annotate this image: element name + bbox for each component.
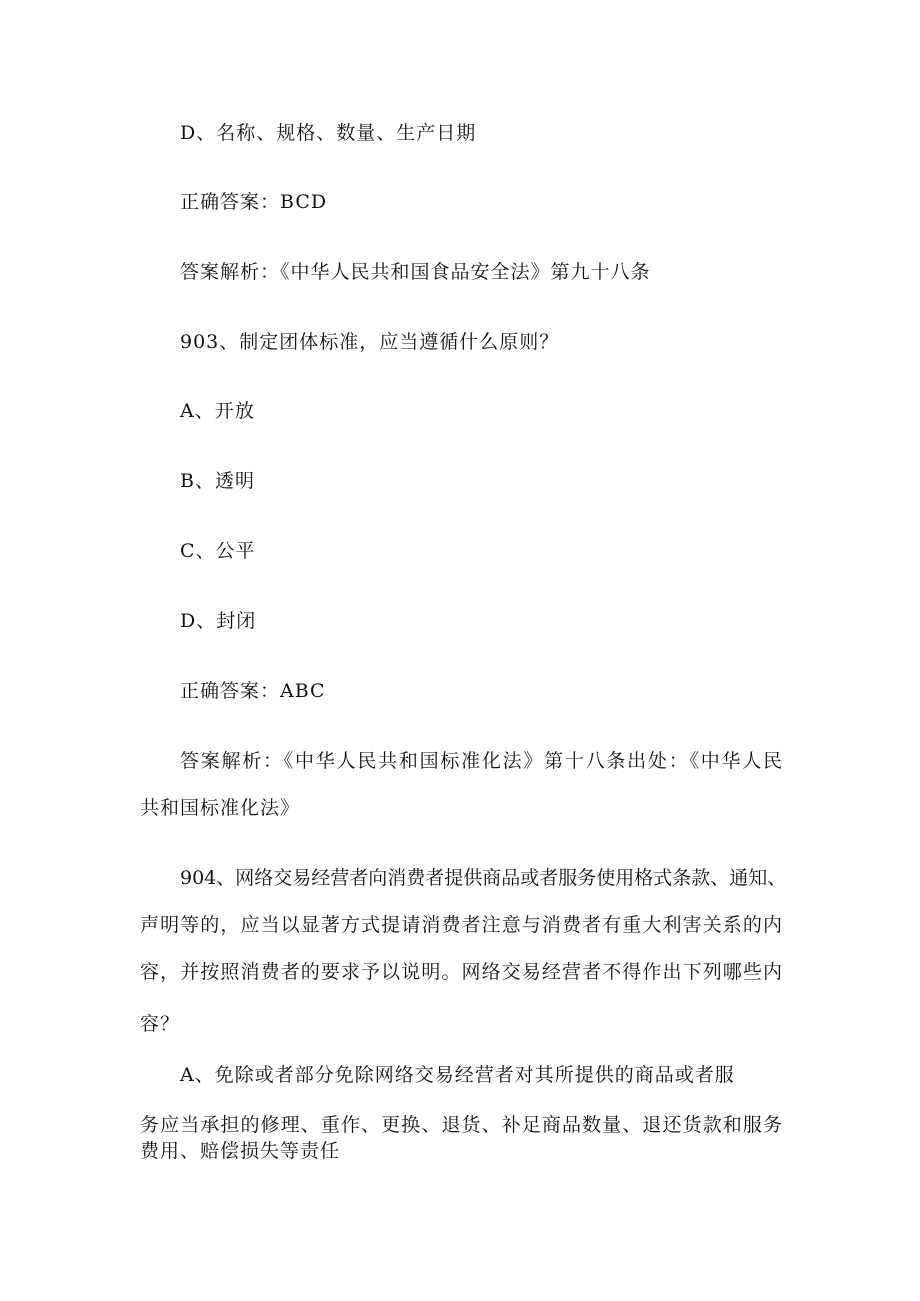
correct-answer: 正确答案：BCD xyxy=(180,191,328,213)
option-c-text: C、公平 xyxy=(180,540,256,562)
answer-analysis-line: 答案解析：《中华人民共和国标准化法》第十八条出处：《中华人民 xyxy=(180,750,782,772)
question-904-line: 容，并按照消费者的要求予以说明。网络交易经营者不得作出下列哪些内 xyxy=(140,961,782,983)
option-a-text: A、开放 xyxy=(180,400,255,422)
question-904-line: 声明等的，应当以显著方式提请消费者注意与消费者有重大利害关系的内 xyxy=(140,914,782,936)
question-904-line: 904、网络交易经营者向消费者提供商品或者服务使用格式条款、通知、 xyxy=(180,867,787,889)
answer-analysis: 答案解析：《中华人民共和国食品安全法》第九十八条 xyxy=(180,261,651,283)
option-d-text: D、封闭 xyxy=(180,610,257,632)
answer-analysis-line: 共和国标准化法》 xyxy=(140,797,301,819)
option-d-text: D、名称、规格、数量、生产日期 xyxy=(180,122,477,144)
option-a-text-line: 费用、赔偿损失等责任 xyxy=(140,1140,341,1162)
option-a-text-line: 务应当承担的修理、重作、更换、退货、补足商品数量、退还货款和服务 xyxy=(140,1114,782,1136)
question-903: 903、制定团体标准，应当遵循什么原则？ xyxy=(180,331,560,353)
option-a-text-line: A、免除或者部分免除网络交易经营者对其所提供的商品或者服 xyxy=(180,1064,735,1086)
question-904-line: 容？ xyxy=(140,1013,181,1035)
option-b-text: B、透明 xyxy=(180,470,255,492)
correct-answer: 正确答案：ABC xyxy=(180,680,326,702)
